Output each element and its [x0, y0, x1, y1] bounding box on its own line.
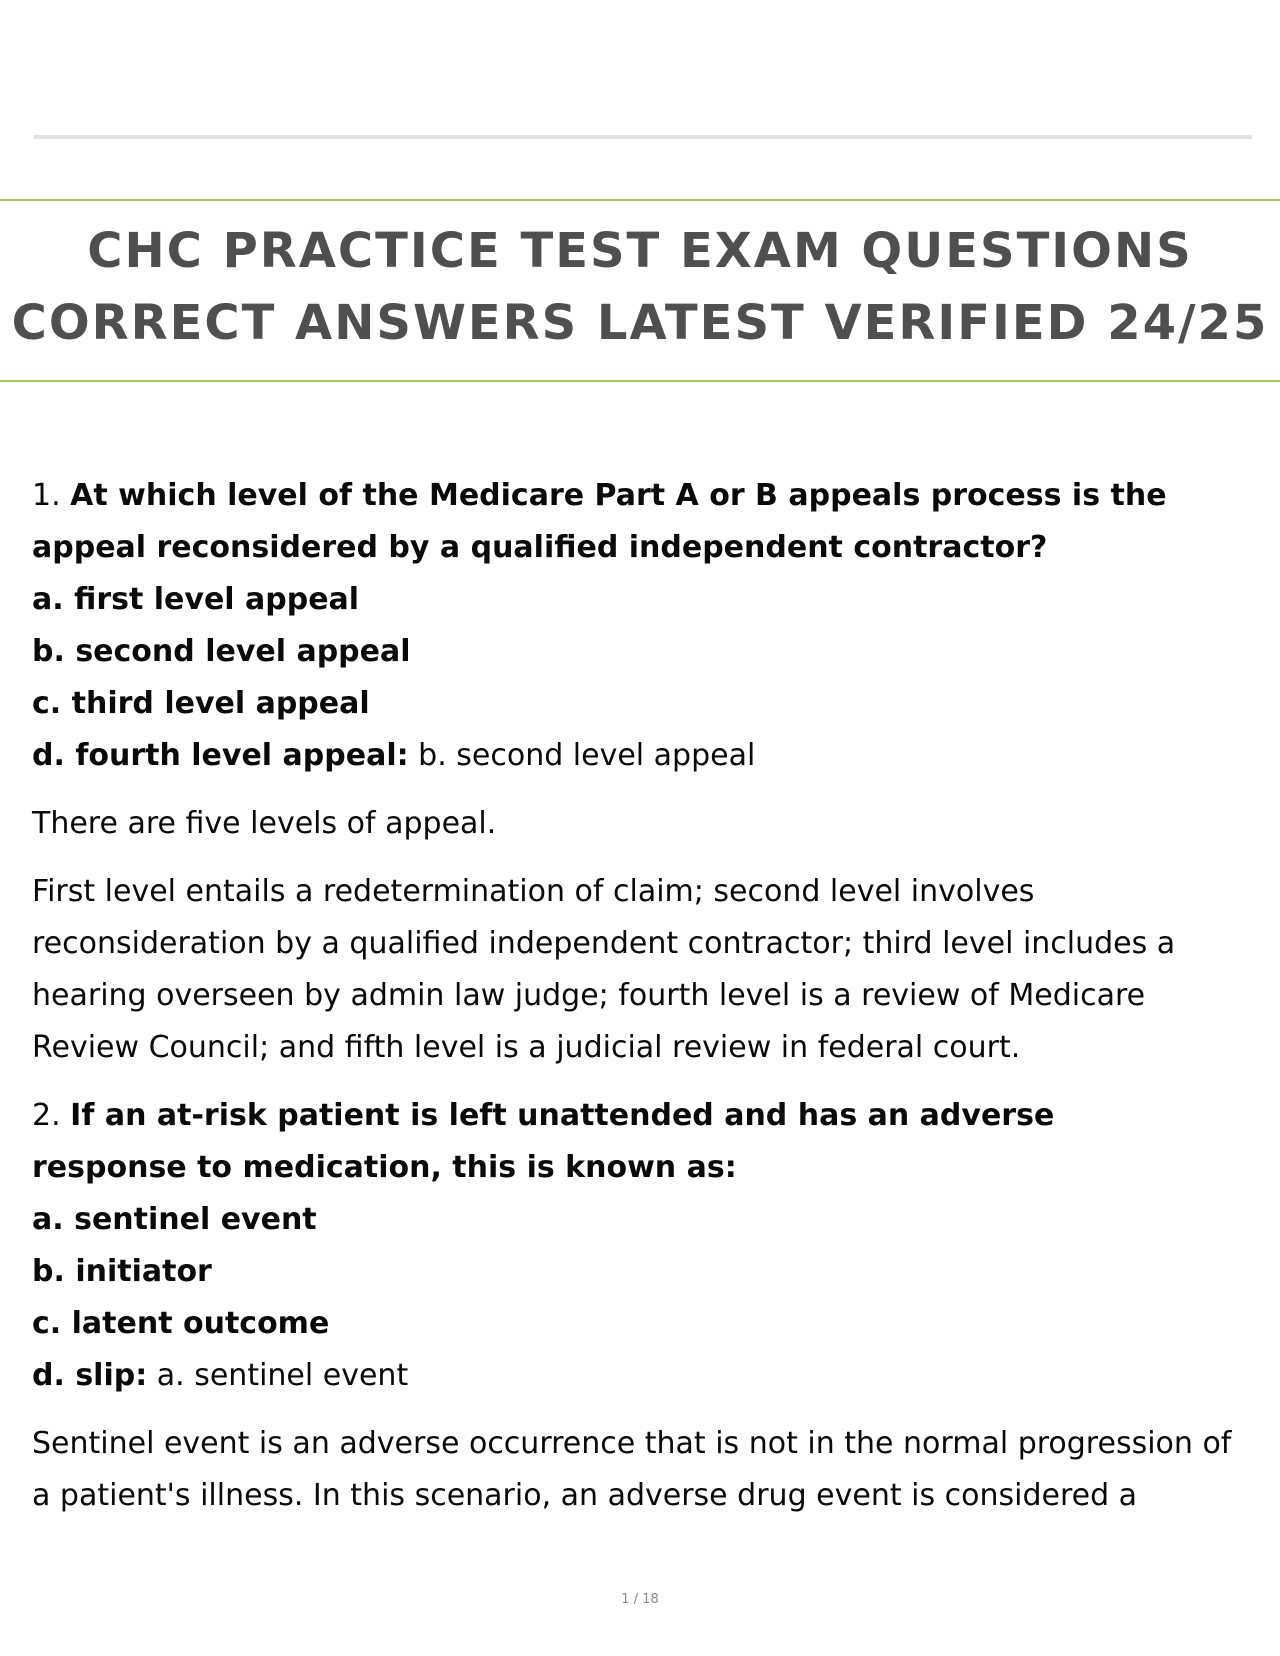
correct-answer: a. sentinel event: [156, 1358, 409, 1393]
question-stem: If an at-risk patient is left unattended and has an adverse: [70, 1098, 1055, 1133]
document-title-line-1: CHC PRACTICE TEST EXAM QUESTIONS: [87, 223, 1193, 279]
explanation-paragraph: [32, 1418, 1277, 1522]
explanation-paragraph: There are five levels of appeal.: [32, 806, 497, 841]
option-d: d. fourth level appeal:: [32, 738, 409, 773]
option-d: d. slip:: [32, 1358, 148, 1393]
option-b: b. initiator: [32, 1254, 212, 1289]
explanation-line: Review Council; and fifth level is a judicial review in federal court.: [32, 1030, 1021, 1065]
header-divider: [34, 135, 1252, 139]
document-body: [32, 470, 1277, 1522]
option-d-with-answer: [32, 730, 1277, 782]
question-number: 2.: [32, 1098, 61, 1133]
question-stem: At which level of the Medicare Part A or B appeals process is the: [70, 478, 1167, 513]
document-title-line-2: CORRECT ANSWERS LATEST VERIFIED 24/25: [11, 295, 1269, 351]
option-d-with-answer: [32, 1350, 1277, 1402]
option-b: b. second level appeal: [32, 634, 411, 669]
explanation-paragraph: [32, 866, 1277, 1074]
explanation-line: reconsideration by a qualified independent contractor; third level includes a: [32, 926, 1176, 961]
question-stem-continued: appeal reconsidered by a qualified independent contractor?: [32, 530, 1048, 565]
explanation-line: Sentinel event is an adverse occurrence that is not in the normal progression of: [32, 1426, 1232, 1461]
option-a: a. first level appeal: [32, 582, 360, 617]
correct-answer: b. second level appeal: [418, 738, 756, 773]
option-c: c. latent outcome: [32, 1306, 330, 1341]
question-text: [32, 1090, 1277, 1142]
option-a: a. sentinel event: [32, 1202, 317, 1237]
question-text: [32, 470, 1277, 522]
question-block: [32, 1090, 1277, 1402]
explanation-line: hearing overseen by admin law judge; fourth level is a review of Medicare: [32, 978, 1146, 1013]
page-indicator: 1 / 18: [621, 1592, 659, 1607]
title-banner: [0, 199, 1280, 382]
question-number: 1.: [32, 478, 61, 513]
question-stem-continued: response to medication, this is known as:: [32, 1150, 737, 1185]
question-block: [32, 470, 1277, 782]
explanation-line: First level entails a redetermination of claim; second level involves: [32, 874, 1035, 909]
option-c: c. third level appeal: [32, 686, 370, 721]
explanation-line: a patient's illness. In this scenario, an adverse drug event is considered a: [32, 1478, 1138, 1513]
